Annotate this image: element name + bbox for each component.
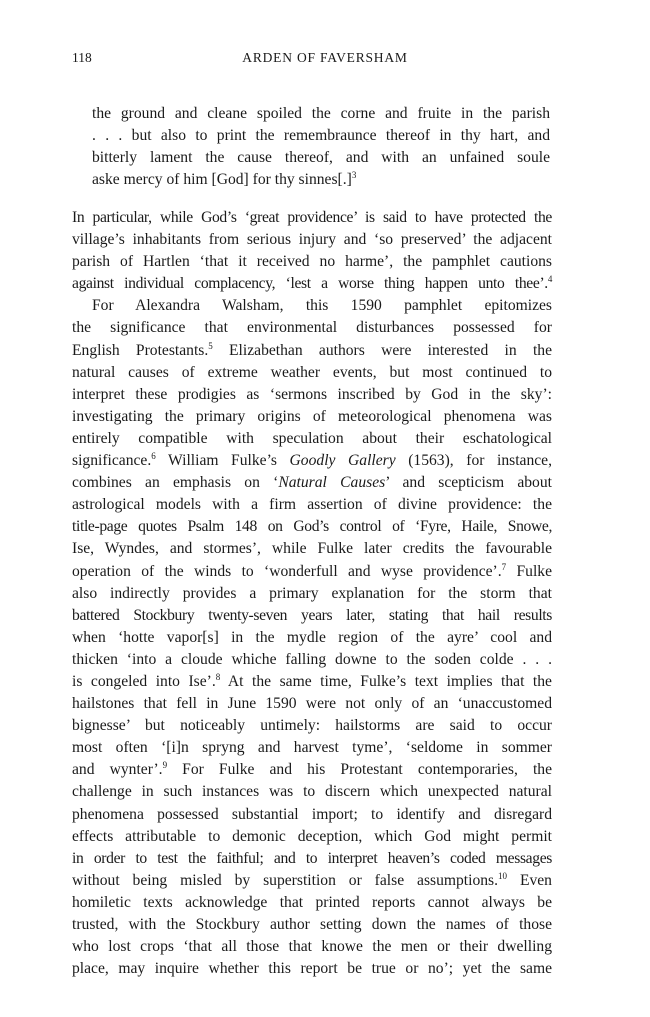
text-line: who lost crops ‘that all those that knowe the men or their dwelling (72, 938, 552, 956)
text-run: ’ and scepticism about (385, 474, 552, 492)
text-line: in order to test the faithful; and to interpret heaven’s coded messages (72, 849, 552, 867)
text-line: trusted, with the Stockbury author setting down the names of those (72, 916, 552, 933)
text-line (72, 273, 552, 295)
text-run: William Fulke’s (155, 452, 290, 470)
block-quote (92, 103, 550, 191)
text-run: combines an emphasis on ‘ (72, 474, 279, 492)
text-line: battered Stockbury twenty-seven years later, stating that hail results (72, 606, 552, 624)
text-line: challenge in such instances was to discern which unexpected natural (72, 783, 552, 801)
text-line (72, 759, 552, 781)
text-line: Ise, Wyndes, and stormes’, while Fulke later credits the favourable (72, 540, 552, 558)
text-run: Elizabethan authors were interested in the (212, 341, 552, 359)
text-run: At the same time, Fulke’s text implies that the (220, 672, 552, 690)
text-run: significance. (72, 452, 152, 470)
text-line: when ‘hotte vapor[s] in the mydle region of the ayre’ cool and (72, 628, 552, 646)
footnote-ref: 6 (151, 451, 156, 462)
quote-line: bitterly lament the cause thereof, and with an unfained soule (92, 149, 550, 166)
text-line: thicken ‘into a cloude whiche falling downe to the soden colde . . . (72, 650, 552, 668)
quote-line (92, 169, 550, 191)
text-run: Even (507, 871, 552, 889)
text-run: without being misled by superstition or false assumptions. (72, 871, 499, 889)
running-head: ARDEN OF FAVERSHAM (242, 50, 408, 65)
text-line: For Alexandra Walsham, this 1590 pamphlet epitomizes (92, 297, 552, 315)
text-run: and wynter’. (72, 761, 163, 779)
text-line: the significance that environmental disturbances possessed for (72, 319, 552, 337)
text-line: homiletic texts acknowledge that printed reports cannot always be (72, 893, 552, 911)
footnote-ref: 7 (501, 561, 507, 572)
text-run: English Protestants. (72, 341, 209, 359)
text-run: is congeled into Ise’. (72, 672, 216, 690)
quote-line-text: aske mercy of him [God] for thy sinnes[.] (92, 171, 352, 188)
page-number: 118 (72, 50, 92, 65)
text-run: Fulke (506, 562, 553, 580)
text-line (72, 671, 552, 693)
text-line: phenomena possessed substantial import; to identify and disregard (72, 805, 552, 823)
text-line: title-page quotes Psalm 148 on God’s control of ‘Fyre, Haile, Snowe, (72, 518, 552, 536)
page-header (72, 50, 578, 70)
text-line: parish of Hartlen ‘that it received no harme’, the pamphlet cautions (72, 253, 552, 271)
footnote-ref: 5 (208, 340, 213, 351)
text-line: also indirectly provides a primary explanation for the storm that (72, 584, 552, 602)
footnote-ref: 8 (215, 671, 221, 682)
text-line: most often ‘[i]n spryng and harvest tyme’, ‘seldome in sommer (72, 739, 552, 757)
text-run: (1563), for instance, (395, 452, 552, 470)
text-line: investigating the primary origins of meteorological phenomena was (72, 407, 552, 425)
text-line: hailstones that fell in June 1590 were not only of an ‘unaccustomed (72, 695, 552, 713)
text-line (72, 450, 552, 472)
text-line (72, 340, 552, 362)
text-line (72, 561, 552, 583)
footnote-ref: 10 (498, 870, 508, 881)
text-line: interpret these prodigies as ‘sermons inscribed by God in the sky’: (72, 385, 552, 403)
text-line: village’s inhabitants from serious injury and ‘so preserved’ the adjacent (72, 231, 552, 249)
text-line (72, 870, 552, 892)
footnote-ref: 9 (162, 760, 168, 771)
text-line: entirely compatible with speculation about their eschatological (72, 429, 552, 447)
footnote-ref: 4 (547, 274, 552, 285)
text-line (72, 472, 552, 494)
text-line: place, may inquire whether this report be true or no’; yet the same (72, 960, 552, 978)
text-line: bignesse’ but noticeably untimely: hailstorms are said to occur (72, 717, 552, 735)
text-run: For Fulke and his Protestant contemporaries, the (167, 761, 552, 779)
body-text (72, 207, 552, 980)
footnote-ref: 3 (351, 170, 357, 180)
text-line: astrological models with a firm assertion of divine providence: the (72, 496, 552, 514)
book-title: Goodly Gallery (289, 452, 396, 470)
italic-phrase: Natural Causes (278, 474, 386, 492)
text-line: natural causes of extreme weather events, but most continued to (72, 363, 552, 381)
text-line: In particular, while God’s ‘great providence’ is said to have protected the (72, 209, 552, 226)
text-line: effects attributable to demonic deception, which God might permit (72, 827, 552, 845)
text-run: operation of the winds to ‘wonderfull and wyse providence’. (72, 562, 502, 580)
text-run: against individual complacency, ‘lest a worse thing happen unto thee’. (72, 275, 548, 293)
quote-line: . . . but also to print the remembraunce thereof in thy hart, and (92, 127, 550, 144)
quote-line: the ground and cleane spoiled the corne and fruite in the parish (92, 105, 550, 122)
